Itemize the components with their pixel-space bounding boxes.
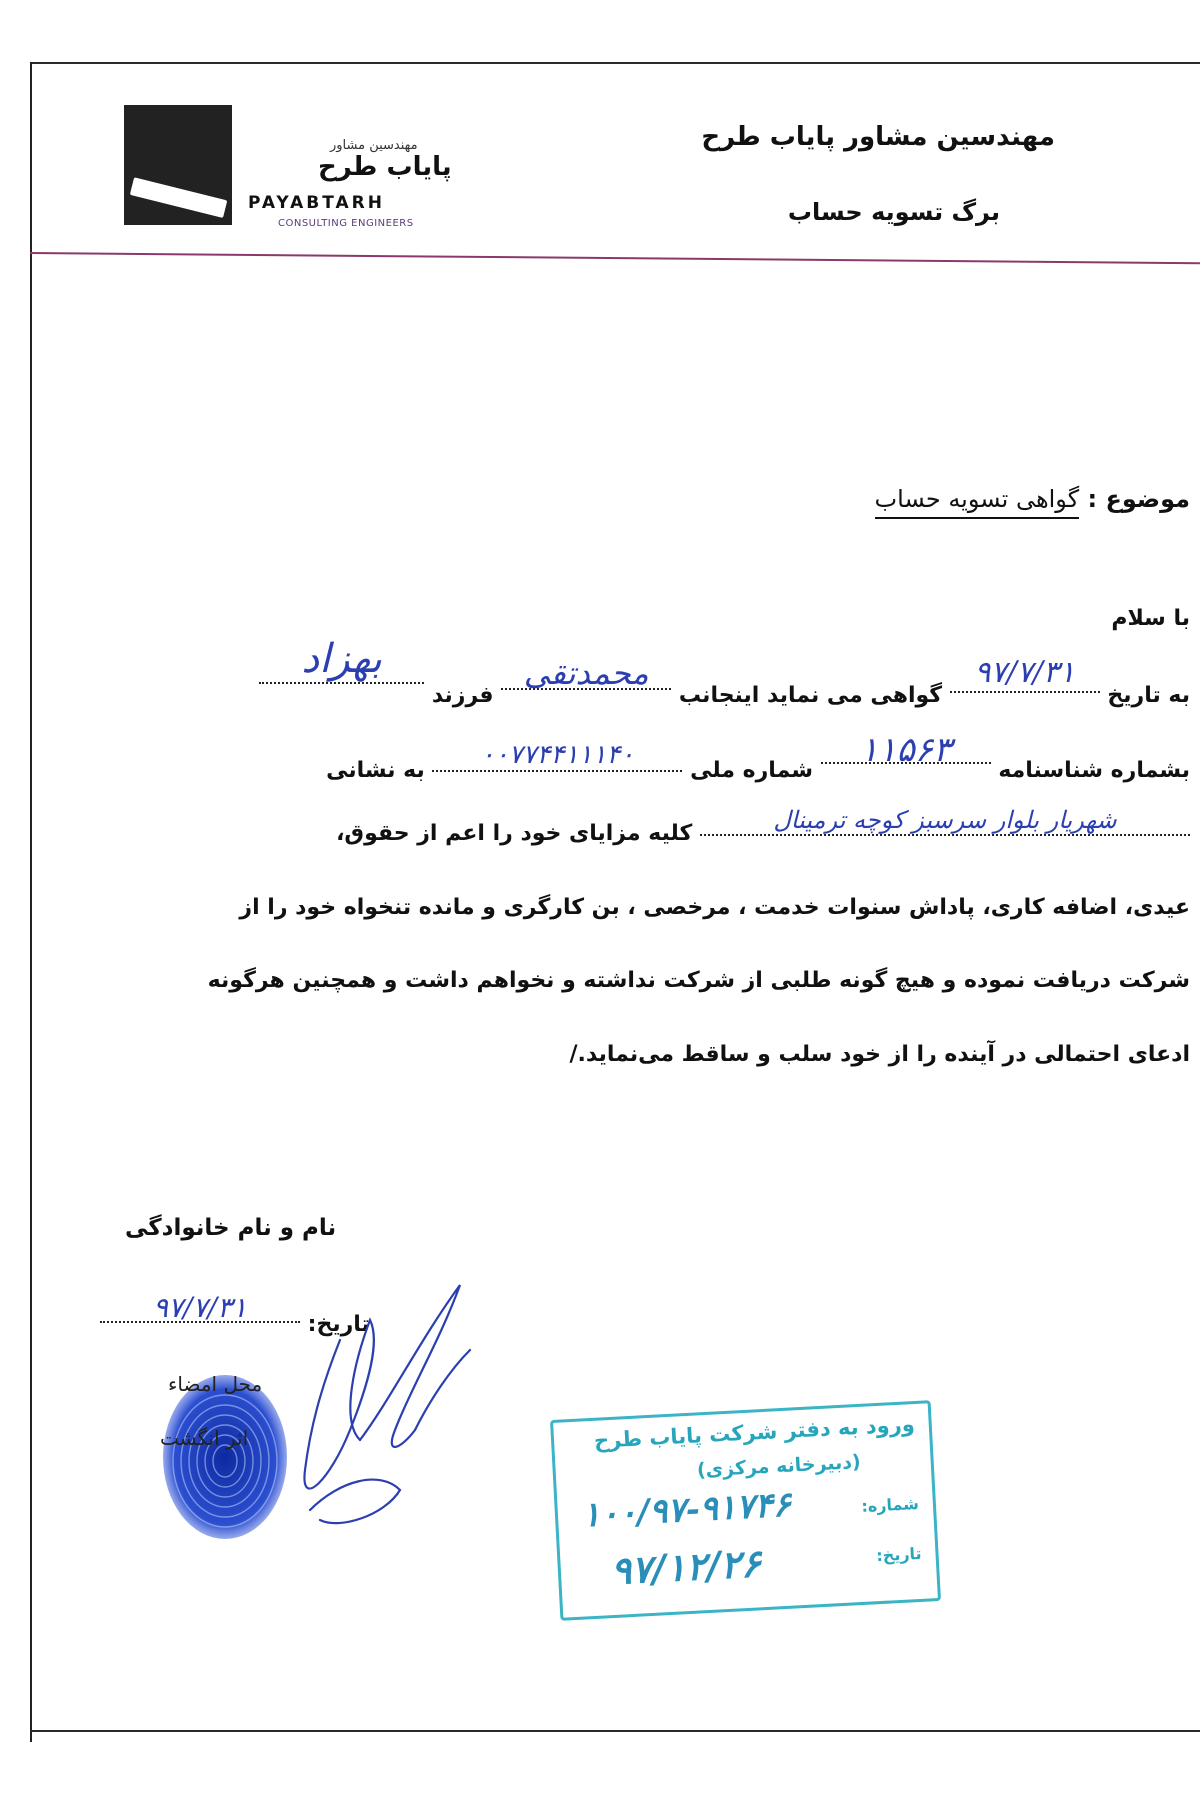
logo-persian-name: پایاب طرح [318, 152, 452, 182]
body-line-3: ادعای احتمالی در آینده را از خود سلب و ساقط می‌نماید./ [569, 1042, 1190, 1067]
handwritten-signature [300, 1280, 480, 1540]
signature-label: محل امضاء [168, 1372, 263, 1396]
logo-small-text: مهندسین مشاور [330, 138, 418, 153]
id-handwritten: ۱۱۵۶۳ [859, 730, 952, 770]
child-of-label: فرزند [431, 683, 494, 708]
stamp-subtitle: (دبیرخانه مرکزی) [696, 1450, 862, 1482]
date-prefix: به تاریخ [1107, 683, 1190, 708]
address-label: به نشانی [326, 758, 425, 783]
benefits-text: کلیه مزایای خود را اعم از حقوق، [336, 821, 693, 846]
stamp-date-handwritten: ۹۷/۱۲/۲۶ [609, 1540, 763, 1594]
address-handwritten: شهریار بلوار سرسبز کوچه ترمینال [773, 806, 1117, 834]
date-handwritten: ۹۷/۷/۳۱ [974, 655, 1076, 690]
father-field [259, 636, 424, 684]
logo-stripe [130, 177, 228, 218]
father-handwritten: بهزاد [301, 636, 382, 682]
national-id-label: شماره ملی [690, 758, 813, 783]
header-divider [30, 252, 1200, 264]
declaration-line-3 [336, 806, 1190, 846]
bottom-border-line [30, 1730, 1200, 1732]
subject-line [875, 485, 1190, 513]
declaration-line-1 [259, 636, 1190, 708]
footer-date-field [100, 1291, 300, 1324]
stamp-date-label: تاریخ: [875, 1543, 922, 1566]
registry-stamp [550, 1400, 941, 1621]
left-border-line [30, 62, 32, 1742]
subject-label: موضوع : [1087, 485, 1190, 513]
logo-english-subtitle: CONSULTING ENGINEERS [278, 218, 414, 229]
logo-english-name: PAYABTARH [248, 193, 385, 213]
id-label: بشماره شناسنامه [998, 758, 1190, 783]
form-title: برگ تسویه حساب [787, 198, 1000, 226]
body-line-1: عیدی، اضافه کاری، پاداش سنوات خدمت ، مرخصی ، بن کارگری و مانده تنخواه خود را از [239, 895, 1190, 920]
footer-date-handwritten: ۹۷/۷/۳۱ [152, 1291, 248, 1324]
top-border-line [30, 62, 1200, 64]
name-field [501, 654, 671, 692]
name-handwritten: محمدتقی [523, 654, 649, 692]
footer-date-label: تاریخ: [307, 1312, 370, 1337]
company-logo [124, 105, 232, 225]
stamp-title: ورود به دفتر شرکت پایاب طرح [593, 1412, 916, 1453]
subject-value: گواهی تسویه حساب [875, 485, 1080, 519]
declaration-line-2 [326, 730, 1190, 783]
stamp-number-label: شماره: [860, 1493, 920, 1516]
date-field [950, 655, 1100, 693]
company-name: مهندسین مشاور پایاب طرح [701, 122, 1055, 152]
address-field [700, 806, 1190, 836]
full-name-label: نام و نام خانوادگی [125, 1215, 337, 1241]
id-field [821, 730, 991, 770]
national-id-field [432, 740, 682, 772]
fingerprint-label: اثر انگشت [160, 1426, 249, 1450]
stamp-number-handwritten: ۱۰۰/۹۷-۹۱۷۴۶ [580, 1484, 792, 1536]
greeting: با سلام [1111, 606, 1190, 631]
body-line-2: شرکت دریافت نموده و هیچ گونه طلبی از شرکت نداشته و نخواهم داشت و همچنین هرگونه [207, 968, 1190, 993]
certify-text: گواهی می نماید اینجانب [678, 683, 943, 708]
national-id-handwritten: ۰۰۷۷۴۴۱۱۱۴۰ [480, 740, 635, 770]
